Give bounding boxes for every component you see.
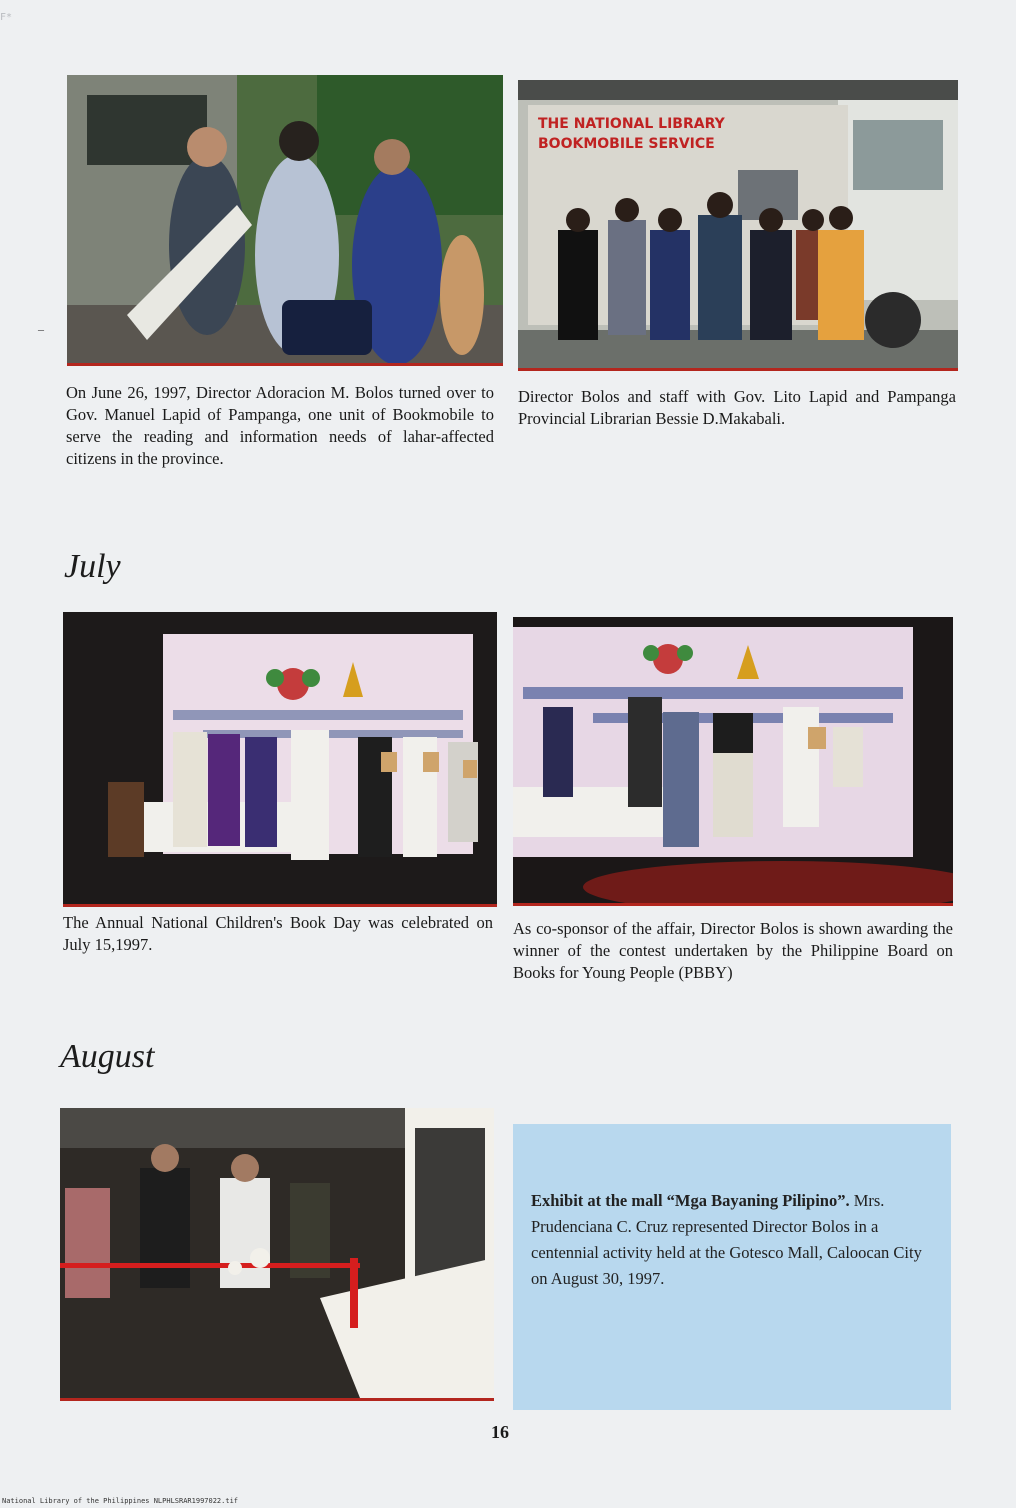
caption-bookmobile-turnover: On June 26, 1997, Director Adoracion M. Bolos turned over to Gov. Manuel Lapid of Pampanga, one unit of Bookmobile to serve the reading and information needs of lahar-affected citizens in the province. bbox=[66, 383, 494, 468]
photo-childrens-book-day bbox=[63, 612, 497, 907]
photo-ribbon-cutting bbox=[60, 1108, 494, 1401]
photo-staff-with-governor bbox=[518, 80, 958, 371]
exhibit-body: Mrs. Prudenciana C. Cruz represented Director Bolos in a centennial activity held at the Gotesco Mall, Caloocan City on August 30, 1997. bbox=[531, 1191, 922, 1288]
exhibit-text bbox=[531, 1188, 935, 1292]
corner-mark: F* bbox=[0, 12, 13, 23]
caption-staff-with-governor: Director Bolos and staff with Gov. Lito Lapid and Pampanga Provincial Librarian Bessie D.Makabali. bbox=[518, 387, 956, 428]
exhibit-caption-box bbox=[513, 1124, 951, 1410]
margin-dash: – bbox=[38, 322, 44, 336]
svg-text:BOOKMOBILE SERVICE: BOOKMOBILE SERVICE bbox=[538, 136, 715, 152]
svg-text:THE NATIONAL LIBRARY: THE NATIONAL LIBRARY bbox=[538, 116, 725, 132]
section-heading-july: July bbox=[64, 548, 121, 585]
scan-footer: National Library of the Philippines NLPHLSRAR1997022.tif bbox=[2, 1497, 239, 1505]
section-heading-august: August bbox=[60, 1038, 155, 1075]
photo-awarding-winner bbox=[513, 617, 953, 906]
exhibit-title: Exhibit at the mall “Mga Bayaning Pilipino”. bbox=[531, 1191, 850, 1210]
caption-awarding-winner: As co-sponsor of the affair, Director Bolos is shown awarding the winner of the contest undertaken by the Philippine Board on Books for Young People (PBBY) bbox=[513, 919, 953, 982]
photo-bookmobile-turnover bbox=[67, 75, 503, 366]
page-number: 16 bbox=[491, 1422, 509, 1442]
caption-childrens-book-day: The Annual National Children's Book Day was celebrated on July 15,1997. bbox=[63, 913, 493, 954]
